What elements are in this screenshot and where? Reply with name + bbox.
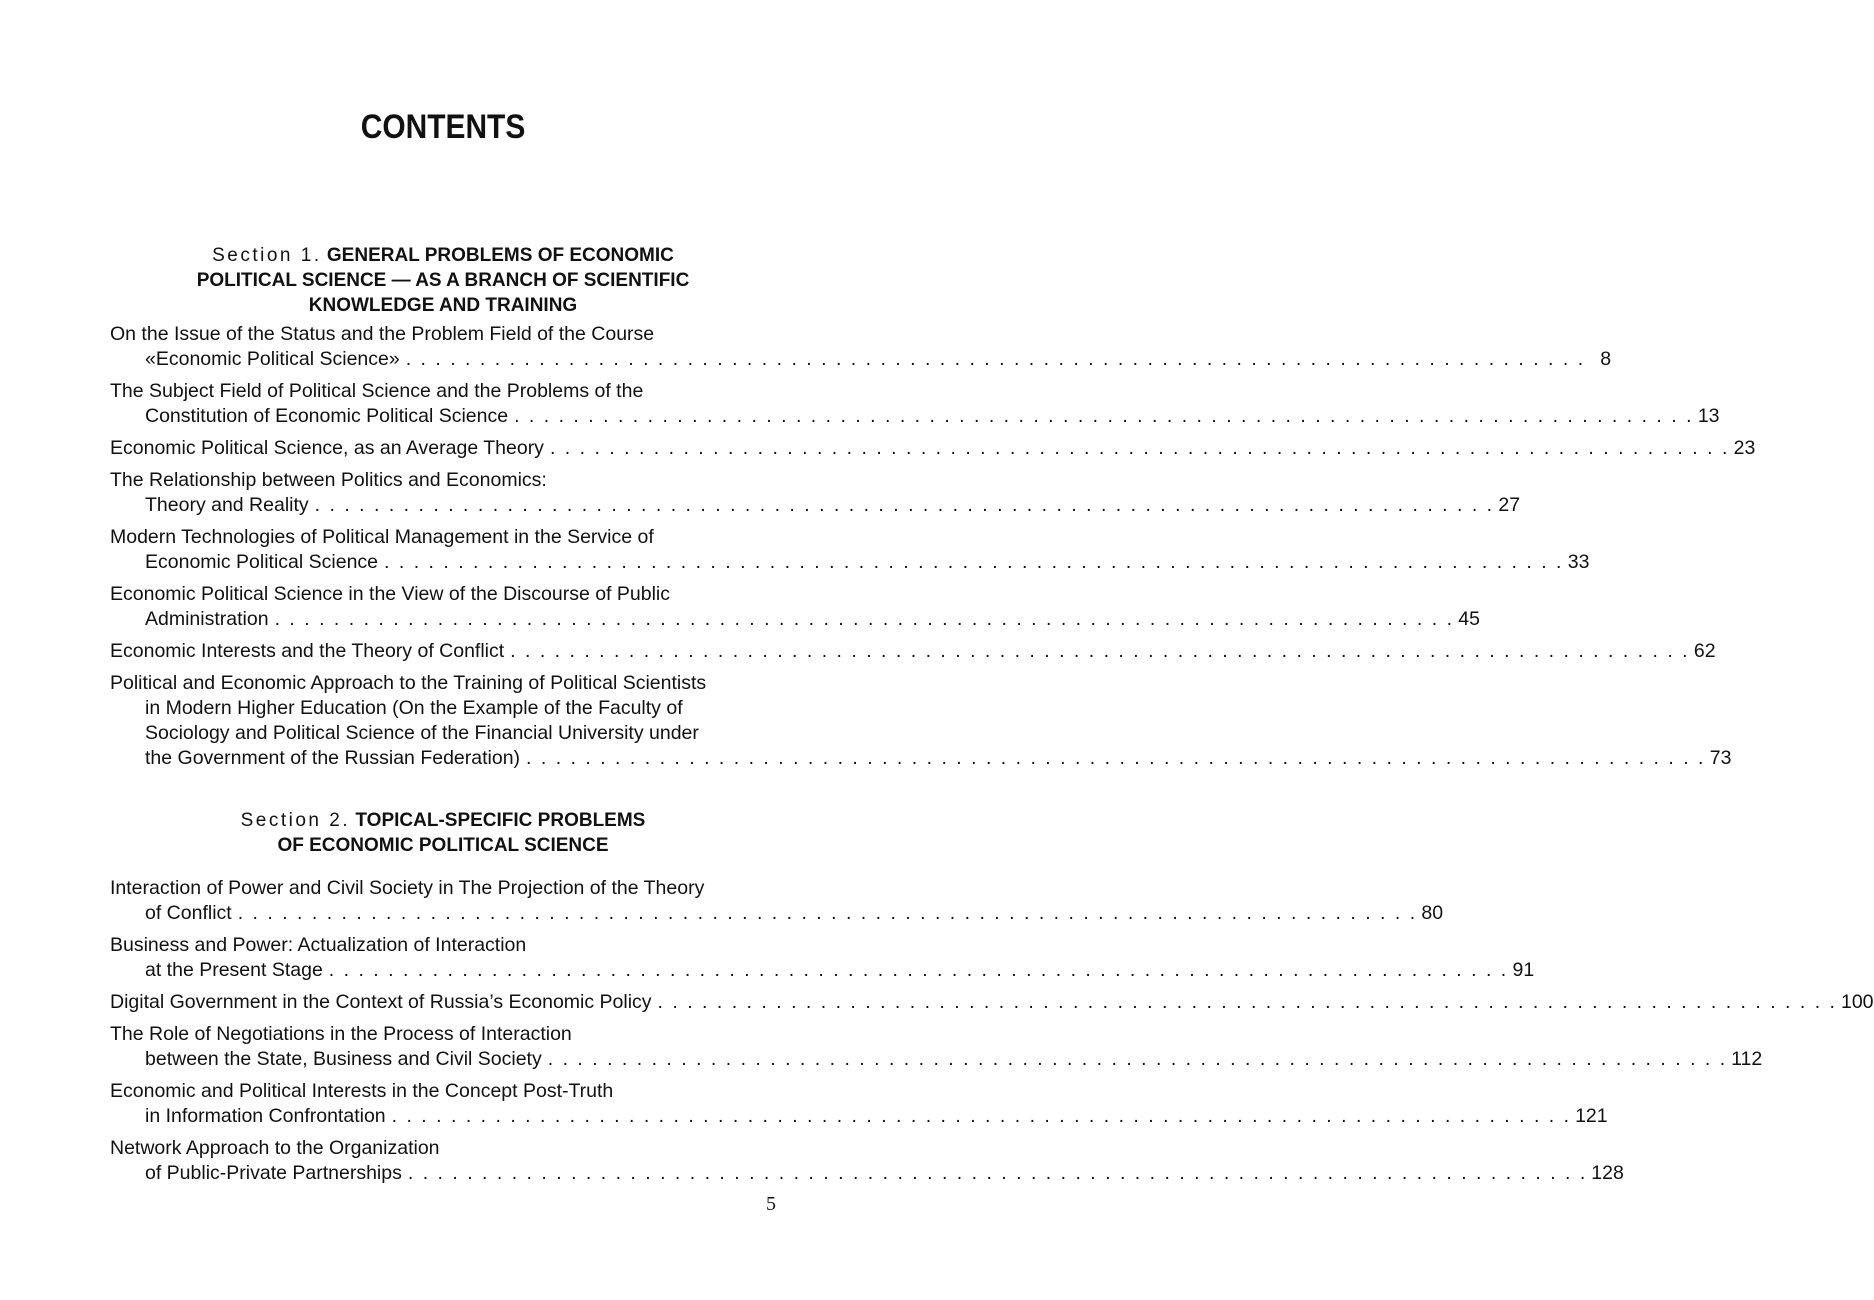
- toc-entry-title: Theory and Reality: [145, 494, 309, 516]
- toc-entry-last-line: [110, 550, 1590, 575]
- toc-entry-title: «Economic Political Science»: [145, 348, 400, 370]
- toc-entry: [110, 933, 1535, 983]
- section-2-title-line-2: OF ECONOMIC POLITICAL SCIENCE: [277, 835, 609, 856]
- toc-page-number: 45: [1458, 608, 1480, 630]
- toc-page-number: 62: [1693, 640, 1716, 662]
- toc-entry-title: Digital Government in the Context of Russia’s Economic Policy: [110, 991, 652, 1013]
- toc-entry: [110, 1136, 1624, 1186]
- toc-page-number: 91: [1512, 959, 1535, 981]
- toc-entry-text-line: in Modern Higher Education (On the Example of the Faculty of: [145, 697, 683, 719]
- dot-leader: . . . . . . . . . . . . . . . . . . . . . . . . . . . . . . . . . . . . . . . . . . . . . . . . . . . . . . . . . . . . . . . . . . . . . . . . . . . . . . . .: [510, 640, 1690, 662]
- toc-entry-text-line: Sociology and Political Science of the Financial University under: [145, 722, 699, 744]
- section-2-heading: [110, 808, 776, 858]
- dot-leader: . . . . . . . . . . . . . . . . . . . . . . . . . . . . . . . . . . . . . . . . . . . . . . . . . . . . . . . . . . . . . . . . . . . . . . . . . . . . . . . .: [407, 1162, 1588, 1184]
- toc-entry: [110, 1079, 1608, 1129]
- dot-leader: . . . . . . . . . . . . . . . . . . . . . . . . . . . . . . . . . . . . . . . . . . . . . . . . . . . . . . . . . . . . . . . . . . . . . . . . . . . . . . . .: [391, 1105, 1572, 1127]
- toc-entry: [110, 468, 1521, 518]
- toc-entry-last-line: [110, 436, 1756, 461]
- section-1-toc: [110, 322, 1756, 778]
- toc-entry-text-line: On the Issue of the Status and the Problem Field of the Course: [110, 323, 655, 345]
- toc-entry-title: Administration: [145, 608, 269, 630]
- toc-entry-last-line: [110, 639, 1716, 664]
- toc-entry-title: Economic Political Science: [145, 551, 379, 573]
- toc-entry-title: of Public-Private Partnerships: [145, 1162, 402, 1184]
- section-1-heading: [110, 243, 776, 318]
- toc-entry-title: Economic Political Science, as an Average Theory: [110, 437, 544, 459]
- toc-entry-title: at the Present Stage: [145, 959, 323, 981]
- toc-entry-last-line: [110, 958, 1535, 983]
- dot-leader: . . . . . . . . . . . . . . . . . . . . . . . . . . . . . . . . . . . . . . . . . . . . . . . . . . . . . . . . . . . . . . . . . . . . . . . . . . . . . . . .: [514, 405, 1694, 427]
- section-2-title-line-1: TOPICAL-SPECIFIC PROBLEMS: [355, 810, 646, 831]
- section-1-title-line-1: GENERAL PROBLEMS OF ECONOMIC: [326, 245, 674, 266]
- toc-entry-text-line: Business and Power: Actualization of Interaction: [110, 934, 527, 956]
- toc-page-number: 73: [1709, 747, 1732, 769]
- toc-page-number: 80: [1421, 902, 1444, 924]
- toc-entry-title: the Government of the Russian Federation): [145, 747, 521, 769]
- toc-entry-text-line: Economic Political Science in the View of the Discourse of Public: [110, 583, 670, 605]
- toc-entry: [110, 1022, 1763, 1072]
- toc-page-number: 112: [1731, 1048, 1763, 1070]
- toc-entry: [110, 582, 1480, 632]
- toc-entry-last-line: [110, 404, 1720, 429]
- toc-entry-text-line: Modern Technologies of Political Management in the Service of: [110, 526, 654, 548]
- toc-entry-title: in Information Confrontation: [145, 1105, 386, 1127]
- toc-entry-title: of Conflict: [145, 902, 232, 924]
- toc-entry-title: Constitution of Economic Political Science: [145, 405, 509, 427]
- toc-entry: [110, 876, 1444, 926]
- toc-page-number: 27: [1498, 494, 1521, 516]
- dot-leader: . . . . . . . . . . . . . . . . . . . . . . . . . . . . . . . . . . . . . . . . . . . . . . . . . . . . . . . . . . . . . . . . . . . . . . . . . . . . . . . .: [237, 902, 1418, 924]
- section-2-toc: [110, 876, 1874, 1193]
- toc-entry: [110, 990, 1874, 1015]
- toc-entry: [110, 671, 1732, 771]
- page-title: CONTENTS: [360, 108, 526, 146]
- dot-leader: . . . . . . . . . . . . . . . . . . . . . . . . . . . . . . . . . . . . . . . . . . . . . . . . . . . . . . . . . . . . . . . . . . . . . . . . . . . . . . . .: [384, 551, 1564, 573]
- toc-entry-last-line: [110, 990, 1874, 1015]
- toc-entry-last-line: [110, 1161, 1624, 1186]
- toc-entry-last-line: [110, 493, 1521, 518]
- toc-entry: [110, 525, 1590, 575]
- toc-entry-last-line: [110, 1047, 1763, 1072]
- toc-entry-text-line: The Relationship between Politics and Economics:: [110, 469, 547, 491]
- dot-leader: . . . . . . . . . . . . . . . . . . . . . . . . . . . . . . . . . . . . . . . . . . . . . . . . . . . . . . . . . . . . . . . . . . . . . . . . . . . . . . . .: [549, 437, 1730, 459]
- toc-entry: [110, 639, 1716, 664]
- toc-entry-title: Economic Interests and the Theory of Conflict: [110, 640, 505, 662]
- toc-entry-last-line: [110, 901, 1444, 926]
- toc-entry-text-line: Economic and Political Interests in the Concept Post-Truth: [110, 1080, 614, 1102]
- toc-entry-title: between the State, Business and Civil Society: [145, 1048, 542, 1070]
- toc-page-number: 121: [1575, 1105, 1608, 1127]
- toc-entry-text-line: Interaction of Power and Civil Society in The Projection of the Theory: [110, 877, 705, 899]
- toc-entry-text-line: The Subject Field of Political Science and the Problems of the: [110, 380, 644, 402]
- toc-page-number: 13: [1697, 405, 1720, 427]
- toc-entry-text-line: Political and Economic Approach to the Training of Political Scientists: [110, 672, 707, 694]
- section-2-label: Section 2.: [240, 810, 351, 831]
- toc-entry-text-line: The Role of Negotiations in the Process of Interaction: [110, 1023, 572, 1045]
- toc-entry: [110, 379, 1720, 429]
- toc-entry-last-line: [110, 746, 1732, 771]
- dot-leader: . . . . . . . . . . . . . . . . . . . . . . . . . . . . . . . . . . . . . . . . . . . . . . . . . . . . . . . . . . . . . . . . . . . . . . . . . . . . . . . .: [328, 959, 1509, 981]
- dot-leader: . . . . . . . . . . . . . . . . . . . . . . . . . . . . . . . . . . . . . . . . . . . . . . . . . . . . . . . . . . . . . . . . . . . . . . . . . . . . . . . .: [274, 608, 1454, 630]
- toc-page-number: 33: [1567, 551, 1590, 573]
- toc-entry-text-line: Network Approach to the Organization: [110, 1137, 440, 1159]
- dot-leader: . . . . . . . . . . . . . . . . . . . . . . . . . . . . . . . . . . . . . . . . . . . . . . . . . . . . . . . . . . . . . . . . . . . . . . . . . . . . . . . .: [547, 1048, 1728, 1070]
- dot-leader: . . . . . . . . . . . . . . . . . . . . . . . . . . . . . . . . . . . . . . . . . . . . . . . . . . . . . . . . . . . . . . . . . . . . . . . . . . . . . . . .: [405, 348, 1586, 370]
- dot-leader: . . . . . . . . . . . . . . . . . . . . . . . . . . . . . . . . . . . . . . . . . . . . . . . . . . . . . . . . . . . . . . . . . . . . . . . . . . . . . . . .: [526, 747, 1706, 769]
- toc-entry: [110, 322, 1612, 372]
- dot-leader: . . . . . . . . . . . . . . . . . . . . . . . . . . . . . . . . . . . . . . . . . . . . . . . . . . . . . . . . . . . . . . . . . . . . . . . . . . . . . . . .: [314, 494, 1495, 516]
- toc-page-number: 8: [1600, 348, 1612, 370]
- dot-leader: . . . . . . . . . . . . . . . . . . . . . . . . . . . . . . . . . . . . . . . . . . . . . . . . . . . . . . . . . . . . . . . . . . . . . . . . . . . . . . . .: [657, 991, 1837, 1013]
- toc-page-number: 23: [1733, 437, 1756, 459]
- toc-entry: [110, 436, 1756, 461]
- toc-entry-last-line: [110, 1104, 1608, 1129]
- toc-page-number: 128: [1591, 1162, 1624, 1184]
- toc-entry-last-line: [110, 607, 1480, 632]
- toc-page-number: 100: [1840, 991, 1874, 1013]
- section-1-title-line-2: POLITICAL SCIENCE — AS A BRANCH OF SCIENTIFIC: [196, 270, 690, 291]
- section-1-label: Section 1.: [212, 245, 322, 266]
- section-1-title-line-3: KNOWLEDGE AND TRAINING: [308, 295, 578, 316]
- toc-entry-last-line: [110, 347, 1612, 372]
- page-number: 5: [766, 1193, 776, 1215]
